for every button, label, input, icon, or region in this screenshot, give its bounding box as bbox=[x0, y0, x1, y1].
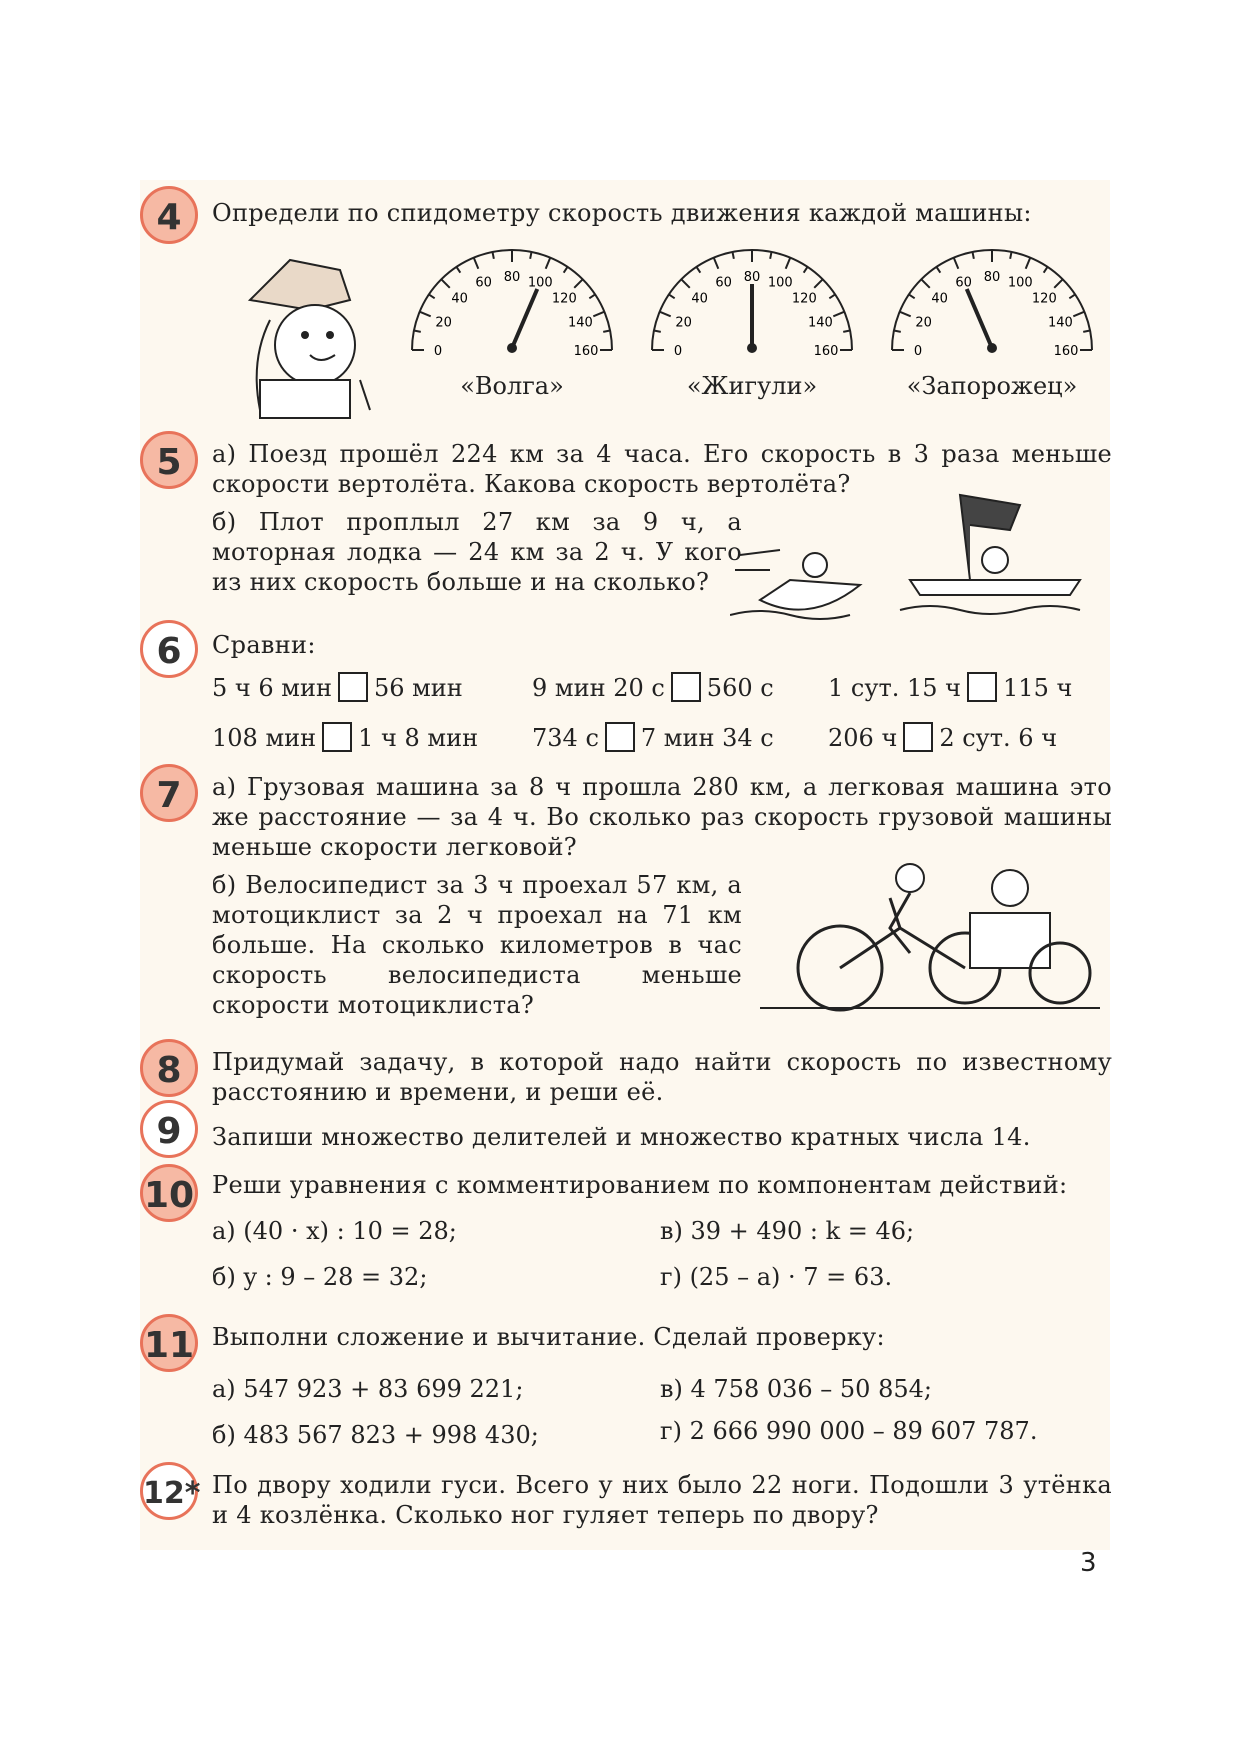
raft-and-boat-illustration bbox=[730, 485, 1100, 630]
gauge-tick bbox=[1010, 252, 1011, 259]
gauge-tick bbox=[456, 267, 460, 273]
compare-box[interactable] bbox=[338, 672, 368, 702]
gauge-tick bbox=[492, 252, 493, 259]
gauge-tick bbox=[1044, 267, 1048, 273]
task-number: 4 bbox=[140, 186, 198, 244]
gauge-tick bbox=[786, 258, 791, 269]
gauge-tick-label: 120 bbox=[1031, 291, 1057, 307]
task-number: 12* bbox=[140, 1462, 198, 1520]
page-number: 3 bbox=[1080, 1548, 1097, 1578]
compare-item: 734 с 7 мин 34 с bbox=[532, 724, 774, 752]
task-9 bbox=[140, 1108, 1110, 1168]
compare-box[interactable] bbox=[967, 672, 997, 702]
speedometer-zaporozhets bbox=[882, 240, 1102, 360]
gauge-tick-label: 0 bbox=[433, 344, 443, 359]
gauge-tick-label: 60 bbox=[715, 275, 732, 291]
task-text: Определи по спидометру скорость движения каждой машины: bbox=[212, 199, 1032, 227]
task-7 bbox=[140, 768, 1110, 1018]
gauge-tick-label: 40 bbox=[451, 291, 468, 307]
task-9-text: Запиши множество делителей и множество кратных числа 14. bbox=[212, 1123, 1031, 1151]
gauge-tick-label: 60 bbox=[955, 275, 972, 291]
equation-d: г) (25 – a) · 7 = 63. bbox=[660, 1263, 893, 1291]
gauge-tick bbox=[900, 312, 911, 317]
gauge-tick bbox=[420, 312, 431, 317]
gauge-tick bbox=[833, 312, 844, 317]
compare-item: 1 сут. 15 ч 115 ч bbox=[828, 674, 1073, 702]
gauge-tick-label: 100 bbox=[527, 275, 553, 291]
gauge-tick bbox=[564, 267, 568, 273]
gauge-hub bbox=[507, 343, 517, 353]
gauge-tick-label: 100 bbox=[767, 275, 793, 291]
cyclist-and-motorcyclist-illustration bbox=[760, 858, 1105, 1023]
task-5 bbox=[140, 435, 1110, 635]
task-4 bbox=[140, 190, 1110, 410]
gauge-tick-label: 40 bbox=[931, 291, 948, 307]
gauge-tick bbox=[843, 330, 850, 331]
task-5a: а) Поезд прошёл 224 км за 4 часа. Его скорость в 3 раза меньше скорости вертолёта. Какова скорость вертолёта? bbox=[212, 440, 1112, 498]
speedometer-volga bbox=[402, 240, 622, 360]
compare-box[interactable] bbox=[671, 672, 701, 702]
gauge-tick-label: 20 bbox=[915, 315, 932, 331]
expression-c: в) 4 758 036 – 50 854; bbox=[660, 1375, 932, 1403]
task-number: 5 bbox=[140, 431, 198, 489]
gauge-tick bbox=[972, 252, 973, 259]
task-8-text: Придумай задачу, в которой надо найти скорость по известному расстоянию и времени, и реши её. bbox=[212, 1048, 1112, 1106]
gauge-tick bbox=[593, 312, 604, 317]
task-number: 9 bbox=[140, 1100, 198, 1158]
gauge-needle bbox=[512, 289, 537, 348]
gauge-tick bbox=[714, 258, 719, 269]
compare-item: 206 ч 2 сут. 6 ч bbox=[828, 724, 1058, 752]
gauge-label-volga: «Волга» bbox=[460, 372, 564, 400]
gauge-tick bbox=[1073, 312, 1084, 317]
gauge-tick-label: 160 bbox=[573, 344, 599, 359]
expression-a: а) 547 923 + 83 699 221; bbox=[212, 1375, 524, 1403]
gauge-tick bbox=[603, 330, 610, 331]
compare-item: 108 мин 1 ч 8 мин bbox=[212, 724, 479, 752]
gauge-tick-label: 60 bbox=[475, 275, 492, 291]
speedometer-zhiguli bbox=[642, 240, 862, 360]
gauge-tick-label: 120 bbox=[791, 291, 817, 307]
task-6-title: Сравни: bbox=[212, 631, 316, 659]
gauge-tick bbox=[669, 294, 675, 298]
expression-b: б) 483 567 823 + 998 430; bbox=[212, 1421, 539, 1449]
gauge-tick bbox=[660, 312, 671, 317]
task-12-text: По двору ходили гуси. Всего у них было 22 ноги. Подошли 3 утёнка и 4 козлёнка. Сколько ног гуляет теперь по двору? bbox=[212, 1471, 1112, 1529]
gauge-tick-label: 0 bbox=[913, 344, 923, 359]
gauge-tick bbox=[474, 258, 479, 269]
gauge-tick-label: 40 bbox=[691, 291, 708, 307]
gauge-label-zaporozhets: «Запорожец» bbox=[906, 372, 1078, 400]
gauge-tick bbox=[954, 258, 959, 269]
gauge-tick-label: 20 bbox=[675, 315, 692, 331]
gauge-tick bbox=[654, 330, 661, 331]
gauge-tick bbox=[894, 330, 901, 331]
gauge-hub bbox=[747, 343, 757, 353]
task-11-text: Выполни сложение и вычитание. Сделай проверку: bbox=[212, 1323, 885, 1351]
task-11 bbox=[140, 1318, 1110, 1458]
gauge-tick-label: 160 bbox=[1053, 344, 1079, 359]
compare-item: 9 мин 20 с 560 с bbox=[532, 674, 774, 702]
expression-d: г) 2 666 990 000 – 89 607 787. bbox=[660, 1417, 1038, 1445]
gauge-tick bbox=[589, 294, 595, 298]
gauge-tick bbox=[1026, 258, 1031, 269]
gauge-tick-label: 100 bbox=[1007, 275, 1033, 291]
task-5b: б) Плот проплыл 27 км за 9 ч, а моторная лодка — 24 км за 2 ч. У кого из них скорость больше и на сколько? bbox=[212, 508, 742, 596]
gauge-arc bbox=[892, 250, 1092, 350]
gauge-arc bbox=[412, 250, 612, 350]
gauge-tick-label: 120 bbox=[551, 291, 577, 307]
captain-illustration bbox=[230, 240, 380, 420]
task-number: 10 bbox=[140, 1164, 198, 1222]
compare-box[interactable] bbox=[903, 722, 933, 752]
gauge-tick-label: 140 bbox=[1047, 315, 1073, 331]
gauge-tick bbox=[546, 258, 551, 269]
gauge-tick bbox=[1083, 330, 1090, 331]
gauge-tick bbox=[441, 279, 449, 287]
task-7a: а) Грузовая машина за 8 ч прошла 280 км, а легковая машина это же расстояние — за 4 ч. Во сколько раз скорость грузовой машины меньше скорости легковой? bbox=[212, 773, 1112, 861]
gauge-tick bbox=[414, 330, 421, 331]
gauge-tick bbox=[1054, 279, 1062, 287]
gauge-tick-label: 160 bbox=[813, 344, 839, 359]
gauge-tick bbox=[1069, 294, 1075, 298]
task-number: 8 bbox=[140, 1039, 198, 1097]
gauge-tick bbox=[681, 279, 689, 287]
gauge-tick bbox=[921, 279, 929, 287]
gauge-tick bbox=[936, 267, 940, 273]
compare-item: 5 ч 6 мин 56 мин bbox=[212, 674, 463, 702]
gauge-tick-label: 80 bbox=[503, 270, 521, 285]
gauge-tick-label: 20 bbox=[435, 315, 452, 331]
gauge-tick-label: 80 bbox=[983, 270, 1001, 285]
equation-c: в) 39 + 490 : k = 46; bbox=[660, 1217, 915, 1245]
task-8 bbox=[140, 1043, 1110, 1113]
gauge-tick-label: 0 bbox=[673, 344, 683, 359]
task-12 bbox=[140, 1466, 1110, 1546]
gauge-tick bbox=[574, 279, 582, 287]
gauge-tick bbox=[909, 294, 915, 298]
equation-b: б) y : 9 – 28 = 32; bbox=[212, 1263, 428, 1291]
gauge-tick bbox=[804, 267, 808, 273]
gauge-tick bbox=[770, 252, 771, 259]
task-number: 11 bbox=[140, 1314, 198, 1372]
equation-a: а) (40 · x) : 10 = 28; bbox=[212, 1217, 457, 1245]
gauge-tick bbox=[732, 252, 733, 259]
compare-box[interactable] bbox=[322, 722, 352, 752]
task-10 bbox=[140, 1168, 1110, 1308]
gauge-tick-label: 140 bbox=[567, 315, 593, 331]
task-number: 7 bbox=[140, 764, 198, 822]
gauge-tick bbox=[530, 252, 531, 259]
gauge-label-zhiguli: «Жигули» bbox=[686, 372, 818, 400]
gauge-tick bbox=[829, 294, 835, 298]
gauge-needle bbox=[967, 289, 992, 348]
gauge-tick bbox=[429, 294, 435, 298]
gauge-hub bbox=[987, 343, 997, 353]
task-number: 6 bbox=[140, 620, 198, 678]
gauge-tick bbox=[696, 267, 700, 273]
task-7b: б) Велосипедист за 3 ч проехал 57 км, а мотоциклист за 2 ч проехал на 71 км больше. На сколько километров в час скорость велосипедиста меньше скорости мотоциклиста? bbox=[212, 871, 742, 1019]
gauge-tick-label: 80 bbox=[743, 270, 761, 285]
gauge-tick bbox=[814, 279, 822, 287]
task-10-text: Реши уравнения с комментированием по компонентам действий: bbox=[212, 1171, 1068, 1199]
task-6 bbox=[140, 630, 1110, 750]
compare-box[interactable] bbox=[605, 722, 635, 752]
gauge-tick-label: 140 bbox=[807, 315, 833, 331]
